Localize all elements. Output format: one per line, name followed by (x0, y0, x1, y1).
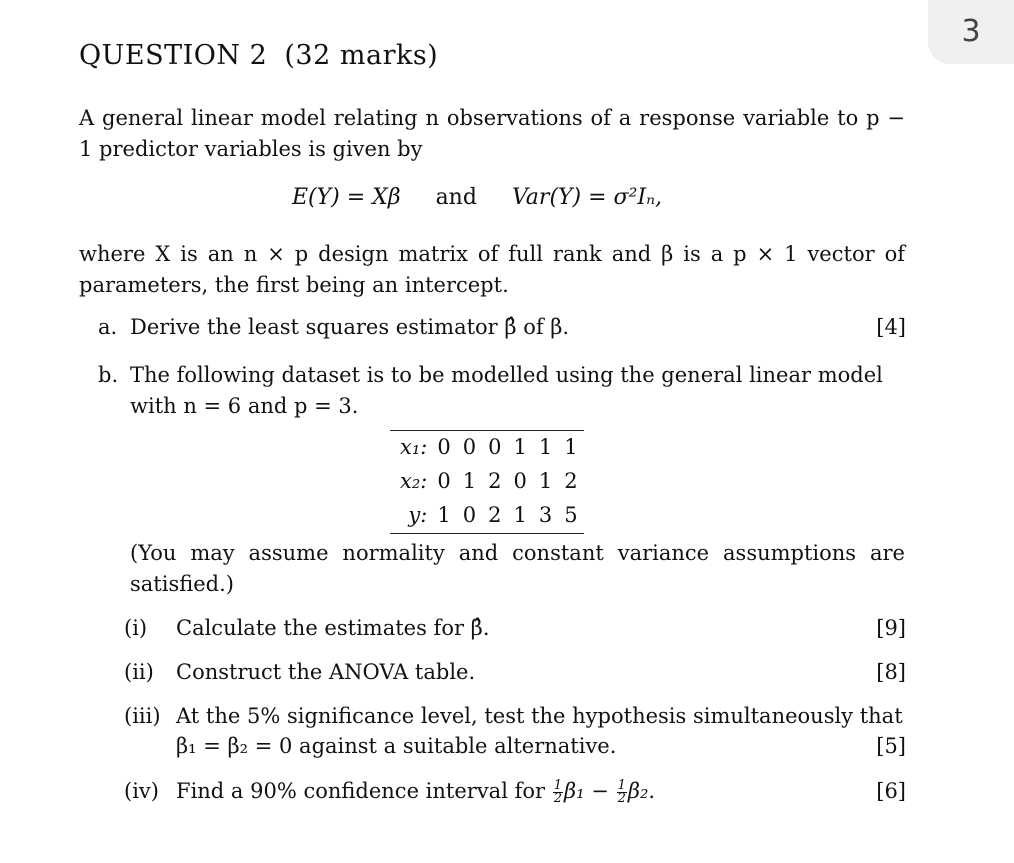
part-b-text-line2: with n = 6 and p = 3. (130, 394, 359, 418)
question-total-marks: (32 marks) (284, 40, 439, 71)
assumption-note: (You may assume normality and constant variance assumptions are satisfied.) (130, 541, 905, 596)
sub-question-mark: [8] (876, 660, 906, 684)
sub-question-number: (ii) (124, 660, 154, 684)
table-cell: 0 (437, 469, 451, 494)
table-cell: 5 (564, 503, 578, 528)
sub-question-number: (i) (124, 616, 148, 640)
variance-equation: Var(Y) = σ²Iₙ, (511, 185, 662, 210)
sub-question-number: (iv) (124, 779, 159, 803)
contrast-expression (552, 778, 656, 806)
table-cell: 0 (462, 435, 477, 460)
minus-operator: − (591, 779, 609, 803)
table-cell: 0 (488, 435, 502, 460)
table-cell: 0 (462, 503, 477, 528)
row-label: x₂: (400, 469, 428, 494)
sub-question-i (124, 613, 906, 643)
sub-question-iii (124, 701, 906, 761)
part-b-label: b. (98, 363, 119, 387)
part-b (98, 360, 906, 422)
fraction-half: $\frac{1}{2}$ (617, 778, 626, 806)
sub-question-mark: [5] (876, 734, 906, 758)
part-a (98, 315, 906, 340)
table-cell: 1 (538, 435, 553, 460)
model-equation (292, 185, 662, 211)
table-cell: 0 (513, 469, 527, 494)
question-heading (79, 40, 438, 72)
intro-paragraph: A general linear model relating n observations of a response variable to p − 1 predictor variables is given by (79, 106, 905, 161)
sub-question-text: Find a 90% confidence interval for (176, 779, 546, 803)
equation-connector: and (435, 185, 477, 210)
table-cell: 1 (564, 435, 578, 460)
table-cell: 1 (462, 469, 477, 494)
row-label: y: (408, 503, 428, 528)
sub-question-mark: [9] (876, 616, 906, 640)
part-a-label: a. (98, 315, 118, 339)
table-cell: 1 (437, 503, 451, 528)
part-a-text: Derive the least squares estimator β̂ of β. (130, 315, 570, 339)
question-title: QUESTION 2 (79, 40, 268, 71)
table-cell: 2 (488, 503, 502, 528)
part-b-text-line1: The following dataset is to be modelled using the general linear model (130, 363, 883, 387)
sub-question-iv (124, 776, 906, 806)
expectation-equation: E(Y) = Xβ (292, 185, 401, 210)
fraction-half: $\frac{1}{2}$ (553, 778, 563, 806)
table-cell: 1 (513, 435, 527, 460)
sub-question-text: Construct the ANOVA table. (176, 660, 476, 684)
table-row (390, 499, 584, 534)
where-paragraph: where X is an n × p design matrix of full rank and β is a p × 1 vector of parameters, the first being an intercept. (79, 242, 905, 297)
table-cell: 2 (488, 469, 502, 494)
sub-question-ii (124, 657, 906, 687)
beta-2-symbol: β₂. (627, 779, 656, 803)
sub-question-text-line2: β₁ = β₂ = 0 against a suitable alternative. (176, 734, 617, 758)
page-number: 3 (961, 14, 981, 49)
table-row (390, 431, 584, 466)
table-row (390, 465, 584, 499)
table-cell: 2 (564, 469, 578, 494)
beta-1-symbol: β₁ (564, 779, 585, 803)
sub-question-text-line1: At the 5% significance level, test the hypothesis simultaneously that (176, 704, 903, 728)
sub-question-mark: [6] (876, 779, 906, 803)
row-label: x₁: (400, 435, 428, 460)
sub-question-text: Calculate the estimates for β̂. (176, 616, 490, 640)
part-a-mark: [4] (876, 315, 906, 339)
table-cell: 1 (513, 503, 527, 528)
table-cell: 3 (538, 503, 553, 528)
table-cell: 1 (538, 469, 553, 494)
table-cell: 0 (437, 435, 451, 460)
page-number-tab (928, 0, 1014, 64)
dataset-table (390, 430, 584, 534)
sub-question-number: (iii) (124, 704, 161, 728)
